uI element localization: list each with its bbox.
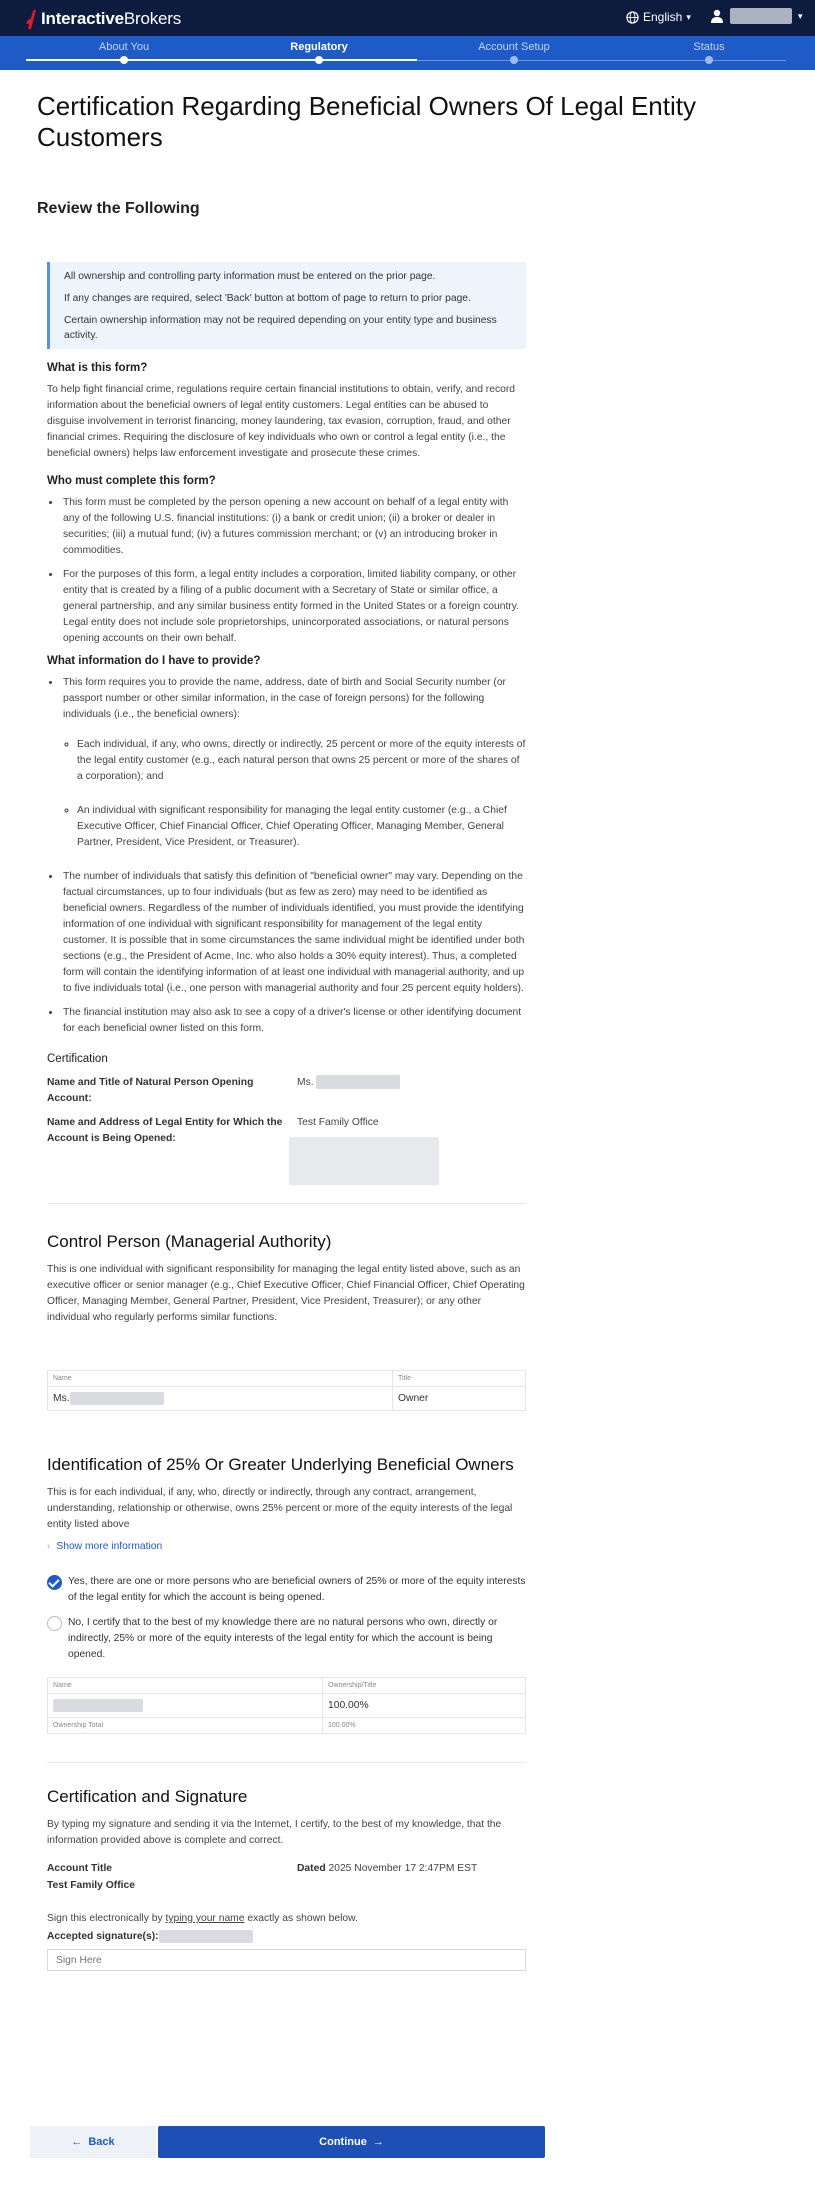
- cell-name: Ms.: [48, 1387, 393, 1411]
- back-label: Back: [88, 2136, 115, 2148]
- radio-checked-icon[interactable]: [47, 1575, 62, 1590]
- redacted-name: [53, 1699, 143, 1712]
- language-selector[interactable]: [626, 10, 691, 24]
- radio-no-label: No, I certify that to the best of my knowledge there are no natural persons who own, directly or indirectly, 25% or more of the equity interests of the legal entity for which the account is being opened.: [68, 1617, 498, 1660]
- caret-down-icon: ▾: [686, 11, 691, 22]
- step-account-setup[interactable]: Account Setup: [478, 41, 550, 53]
- table-header: [48, 1371, 526, 1387]
- cert-entity-label: Name and Address of Legal Entity for Which the Account is Being Opened:: [47, 1117, 283, 1144]
- step-about-you[interactable]: About You: [98, 41, 150, 53]
- signature-title: Certification and Signature: [47, 1787, 248, 1806]
- logo-text: InteractiveBrokers: [41, 9, 182, 28]
- top-header: [0, 0, 815, 36]
- language-label: English: [643, 10, 683, 24]
- list-item-text: This form requires you to provide the name, address, date of birth and Social Security number (or passport number or other similar information, in the case of foreign persons) for the following individuals (i.e., the beneficial owners):: [63, 677, 506, 720]
- list-item: • For the purposes of this form, a legal entity includes a corporation, limited liability company, or other entity that is created by a filing of a public document with a Secretary of State or similar office, a general partnership, and any similar business entity formed in the United States or a foreign country. Legal entity does not include sole proprietorships, unincorporated associations, or natural persons opening accounts on their own behalf.: [61, 567, 526, 647]
- radio-unchecked-icon[interactable]: [47, 1616, 62, 1631]
- col-name: Name: [48, 1371, 393, 1387]
- total-label: Ownership Total: [48, 1718, 323, 1734]
- arrow-right-icon: →: [372, 2136, 384, 2148]
- accepted-signatures: Accepted signature(s):: [47, 1930, 526, 1943]
- back-button[interactable]: [30, 2126, 156, 2158]
- what-is-heading: What is this form?: [47, 362, 148, 374]
- redacted-address: [289, 1137, 439, 1185]
- cert-name-row: [47, 1075, 526, 1107]
- radio-yes-label: Yes, there are one or more persons who are beneficial owners of 25% or more of the equity interests of the legal entity for which the account is being opened.: [68, 1576, 526, 1603]
- step-dot-about-you: [120, 56, 128, 64]
- radio-option-yes[interactable]: [47, 1574, 526, 1606]
- who-must-heading: Who must complete this form?: [47, 475, 216, 487]
- user-menu[interactable]: [710, 8, 803, 24]
- typing-name-link[interactable]: typing your name: [165, 1913, 245, 1924]
- info-text: If any changes are required, select 'Back' button at bottom of page to return to prior page.: [64, 293, 471, 304]
- signature-input[interactable]: [47, 1949, 526, 1971]
- signature-text: By typing my signature and sending it via the Internet, I certify, to the best of my knowledge, that the information provided above is complete and correct.: [47, 1819, 502, 1846]
- who-must-list: [61, 495, 526, 647]
- step-dot-status: [705, 56, 713, 64]
- page-title: Certification Regarding Beneficial Owners Of Legal Entity Customers: [37, 91, 696, 152]
- what-info-heading: What information do I have to provide?: [47, 655, 261, 667]
- list-item: • This form must be completed by the person opening a new account on behalf of a legal entity with any of the following U.S. financial institutions: (i) a bank or credit union; (ii) a broker or dealer in securities; (iii) a mutual fund; (iv) a futures commission merchant; or (v) an introducing broker in commodities.: [61, 495, 526, 559]
- show-more-label: Show more information: [56, 1541, 163, 1552]
- col-name: Name: [48, 1678, 323, 1694]
- step-dot-regulatory: [315, 56, 323, 64]
- arrow-left-icon: ←: [71, 2136, 83, 2148]
- divider: [47, 1762, 526, 1763]
- table-header: [48, 1678, 526, 1694]
- username-redacted: [730, 8, 792, 24]
- dated-field: Dated 2025 November 17 2:47PM EST: [297, 1863, 478, 1874]
- cert-entity-value: [297, 1115, 439, 1185]
- what-info-list: [61, 675, 526, 1037]
- owners-title: Identification of 25% Or Greater Underlying Beneficial Owners: [47, 1455, 514, 1474]
- cert-entity-row: [47, 1115, 526, 1185]
- table-row: [48, 1694, 526, 1718]
- total-value: 100.00%: [323, 1718, 526, 1734]
- cell-title: Owner: [393, 1387, 526, 1411]
- continue-label: Continue: [319, 2136, 367, 2148]
- table-total-row: [48, 1718, 526, 1734]
- account-title-label: Account Title: [47, 1863, 113, 1874]
- list-item: [61, 675, 526, 851]
- show-more-link[interactable]: [47, 1541, 526, 1552]
- col-ownership: Ownership/Title: [323, 1678, 526, 1694]
- list-item: • The financial institution may also ask to see a copy of a driver's license or other identifying document for each beneficial owner listed on this form.: [61, 1005, 526, 1037]
- control-person-table: [47, 1370, 526, 1411]
- user-icon: [710, 9, 724, 23]
- step-dot-account-setup: [510, 56, 518, 64]
- entity-name: Test Family Office: [297, 1117, 379, 1128]
- brand-logo[interactable]: [26, 8, 181, 30]
- what-is-text: To help fight financial crime, regulations require certain financial institutions to obtain, verify, and record information about the beneficial owners of legal entity customers. Legal entities can be abused to disguise involvement in terrorist financing, money laundering, tax evasion, corruption, fraud, and other financial crimes. Requiring the disclosure of key individuals who own or control a legal entity (i.e., the beneficial owners) helps law enforcement investigate and prosecute these crimes.: [47, 384, 515, 459]
- cert-name-label: Name and Title of Natural Person Opening Account:: [47, 1077, 254, 1104]
- ib-logo-icon: [26, 9, 38, 29]
- list-item: • The number of individuals that satisfy this definition of "beneficial owner" may vary. Depending on the factual circumstances, up to four individuals (but as few as zero) may need to be identified as beneficial owners. Regardless of the number of individuals identified, you must provide the identifying information of one individual with significant responsibility for management of the legal entity customer. It is possible that in some circumstances the same individual might be identified under both sections (e.g., the President of Acme, Inc. who also holds a 30% equity interest). Thus, a completed form will contain the identifying information of at least one individual with managerial authority, and up to five individuals total (i.e., one person with managerial authority and four 25 percent equity holders).: [61, 869, 526, 997]
- account-title-row: [47, 1863, 526, 1874]
- review-heading: Review the Following: [37, 200, 200, 217]
- divider: [47, 1203, 526, 1204]
- sub-list-item: ◦ Each individual, if any, who owns, directly or indirectly, 25 percent or more of the equity interests of the legal entity customer (e.g., each natural person that owns 25 percent or more of the shares of a corporation); and: [77, 737, 526, 785]
- owners-table: [47, 1677, 526, 1734]
- info-callout: [47, 262, 526, 349]
- form-content: [47, 262, 526, 1971]
- redacted-signature: [159, 1930, 253, 1943]
- info-text: All ownership and controlling party information must be entered on the prior page.: [64, 271, 436, 282]
- cert-name-value: Ms.: [297, 1075, 400, 1107]
- account-title-value: Test Family Office: [47, 1880, 135, 1891]
- caret-down-icon: ▾: [798, 10, 803, 21]
- table-row: [48, 1387, 526, 1411]
- col-title: Title: [393, 1371, 526, 1387]
- continue-button[interactable]: [158, 2126, 545, 2158]
- sign-instructions: Sign this electronically by typing your name exactly as shown below.: [47, 1913, 358, 1924]
- sub-list: [77, 737, 526, 851]
- progress-steps: [0, 36, 815, 70]
- redacted-name: [70, 1392, 164, 1405]
- control-person-text: This is one individual with significant responsibility for managing the legal entity listed above, such as an executive officer or senior manager (e.g., Chief Executive Officer, Chief Financial Officer, Chief Operating Officer, Managing Member, General Partner, President, Vice President, Treasurer); or any other individual who regularly performs similar functions.: [47, 1264, 525, 1323]
- chevron-right-icon: ›: [47, 1541, 51, 1552]
- cell-name: [48, 1694, 323, 1718]
- progress-track-completed: [26, 59, 417, 61]
- step-regulatory[interactable]: Regulatory: [290, 41, 348, 53]
- globe-icon: [626, 11, 639, 24]
- step-status[interactable]: Status: [693, 41, 725, 53]
- control-person-title: Control Person (Managerial Authority): [47, 1232, 332, 1251]
- redacted-name: [316, 1075, 400, 1089]
- info-text: Certain ownership information may not be required depending on your entity type and business activity.: [64, 315, 497, 341]
- radio-option-no[interactable]: [47, 1615, 526, 1663]
- cell-ownership: 100.00%: [323, 1694, 526, 1718]
- certification-heading: Certification: [47, 1053, 108, 1065]
- sub-list-item: ◦ An individual with significant responsibility for managing the legal entity customer (e.g., a Chief Executive Officer, Chief Financial Officer, Chief Operating Officer, Managing Member, General Partner, President, Vice President, or Treasurer).: [77, 803, 526, 851]
- owners-text: This is for each individual, if any, who, directly or indirectly, through any contract, arrangement, understanding, relationship or otherwise, owns 25% percent or more of the equity interests of the legal entity listed above: [47, 1487, 513, 1530]
